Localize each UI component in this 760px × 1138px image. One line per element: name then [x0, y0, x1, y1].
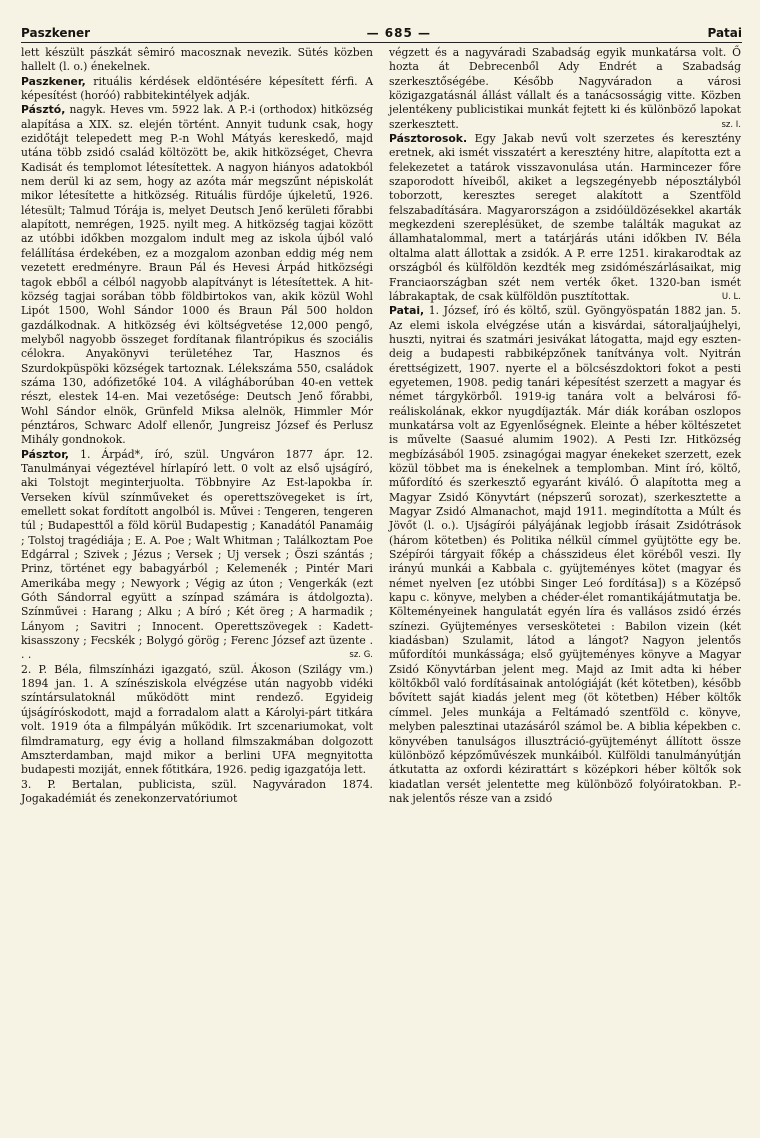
entry-continuation: [389, 46, 741, 132]
author-signature: sz. G.: [349, 650, 373, 661]
entry-text: Egy Jakab nevű volt szerzetes és keresztény eretnek, aki ismét visszatért a keresztény hitre, alapította ezt a felekezetet a tatárok visszavonulása után. Harmincezer főre szaporodott híveiből, akiket a legszegényebb néposztályból toborzott, keresztes sereget alakított a Szentföld felszabadítására. Magyarországon a zsidóüldözésekkel akarták megkezdeni szereplésüket, de szembe találták magukat az államhatalommal, mert a tatárjárás utáni időkben IV. Béla oltalma alatt állottak a zsidók. A P. erre 1251. kirakarodtak az országból és külföldön kezdték meg zsidómészárlásaikat, mig Franciaországban szét nem verték őket. 1320-ban ismét lábrakaptak, de csak külföldön pusztítottak.: [389, 132, 741, 303]
entry-text: 1. József, író és költő, szül. Gyöngyöspatán 1882 jan. 5. Az elemi iskola elvégzése után a kisvárdai, sátoraljaújhelyi, huszti, nyitrai és szatmári jesivákat látogatta, majd egy esztendeig a budapesti rabbiképzőnek tanítványa volt. Nyitrán érettségizett, 1907. nyerte el a bölcsészdoktori fokot a pesti egyetemen, 1908. pedig tanári képesítést szerzett a magyar és német tárgykörből. 1919-ig tanára volt a belvárosi főreáliskolának, ekkor nyugdíjazták. Már diák korában oszlopos munkatársa volt az Egyenlőségnek. Eleinte a héber költészetet is művelte (Saasué alumim 1902). A Pesti Izr. Hitközség megbízásából 1905. zsinagógai magyar énekeket szerzett, ezek közül többet ma is énekelnek a templomban. Mint író, költő, műfordító és szerkesztő egyaránt kiváló. Ő alapította meg a Magyar Zsidó Könyvtárt (népszerű sorozat), szerkesztette a Magyar Zsidó Almanachot, majd 1911. megindította a Múlt és Jövőt (l. o.). Ujságírói pályájának legjobb írásait Zsidótrások (három kötetben) és Politika nélkül címmel gyüjtötte egy be. Szépírói tárgyait főkép a chásszideus élet köréből veszi. Ily irányú munkái a Kabbala c. gyüjteményes kötet (magyar és német nyelven [ez utóbbi Singer Leó fordítása]) s a Középső kapu c. könyve, melyben a chéder-élet romantikájátmutatja be. Költeményeinek hangulatát egyén líra és vallásos zsidó érzés színezi. Gyüjteményes verseskötetei : Babilon vizein (két kiadásban) Szulamit, látod a lángot? Nagyon jelentős műfordítói munkássága; első gyüjteményes könyve a Magyar Zsidó Könyvtárban jelent meg. Majd az Imit adta ki héber költőkből való fordításainak antológiáját (két kötetben), később bővített saját kiadás jelent meg (öt kötetben) Héber költők címmel. Jeles munkája a Feltámadó szentföld c. könyve, melyben palesztinai utazásáról számol be. A biblia képekben c. könyvében tanulságos illusztráció-gyüjteményt állított össze különböző képzőművészek munkáiból. Külföldi tanulmányútján átkutatta az oxfordi kézirattárt s középkori héber költők sok kiadatlan versét jelentette meg különböző folyóiratokban. P.-nak jelentős része van a zsidó: [389, 304, 741, 805]
header-right-word: Patai: [707, 26, 742, 40]
entry-text: végzett és a nagyváradi Szabadság egyik munkatársa volt. Ő hozta át Debrecenből Ady Endrét a Szabadság szerkesztőségébe. Később Nagyváradon a városi közigazgatásnál állást vállalt és a tanácsosságig vitte. Közben jelentékeny publicistikai munkát fejtett ki és különböző lapokat szerkesztett.: [389, 46, 741, 131]
headword: Pásztorosok.: [389, 132, 468, 146]
author-signature: U. L.: [721, 291, 741, 302]
headword: Paszkener,: [21, 74, 86, 88]
headword: Pásztor,: [21, 447, 70, 461]
right-column: [389, 46, 741, 806]
entry-pasztor: [21, 448, 373, 663]
page-number: — 685 —: [366, 26, 431, 40]
header-left-word: Paszkener: [21, 26, 91, 40]
entry-text: nagyk. Heves vm. 5922 lak. A P.-i (orthodox) hitközség alapítása a XIX. sz. elején történt. Annyit tudunk csak, hogy ezidőtájt telepedett meg P.-n Wohl Mátyás kereskedő, majd utána több zsidó család költözött be, akik hitközséget, Chevra Kadisát és templomot létesítettek. A nagyon hiányos adatokból nem derül ki az sem, hogy az azóta már megszűnt népiskolát mikor létesítette a hitközség. Rituális fürdője újkeletű, 1926. létesült; Talmud Tórája is, melyet Deutsch Jenő kerületi főrabbi alapított, nemrégen, 1925. nyilt meg. A hitközség tagjai között az utóbbi időkben mozgalom indult meg az iskola újból való felállítása érdekében, ez a mozgalom azonban eddig még nem vezetett eredményre. Braun Pál és Hevesi Árpád hitközségi tagok ebből a célból nagyobb alapítványt is létesítettek. A hitközség tagjai sorában több földbirtokos van, akik közül Wohl Lipót 1500, Wohl Sándor 1000 és Braun Pál 500 holdon gazdálkodnak. A hitközség évi költségvetése 12,000 pengő, melyből nagyobb összeget fordítanak filantrópikus és szociális célokra. Anyakönyvi területéhez Tar, Hasznos és Szurdokpüspöki községek tartoznak. Lélekszáma 550, családok száma 130, adófizetőké 104. A világháborúban 40-en vettek részt, elestek 14-en. Mai vezetősége: Deutsch Jenő főrabbi, Wohl Sándor elnök, Grünfeld Miksa alelnök, Himmler Mór pénztáros, Schwarc Adolf ellenőr, Jungreisz József és Perlusz Mihály gondnokok.: [21, 103, 373, 447]
header-rule: [21, 42, 742, 43]
entry-text: rituális kérdések eldöntésére képesített férfi. A képesítést (horóó) rabbitekintélyek adják.: [21, 74, 373, 103]
entry-continuation: lett készült pászkát sêmiró macosznak nevezik. Sütés közben hallelt (l. o.) énekelnek.: [21, 46, 373, 74]
running-header: [21, 26, 742, 40]
headword: Patai,: [389, 304, 425, 318]
entry-patai: [389, 304, 741, 806]
two-column-body: [21, 46, 742, 806]
entry-text: 1. Árpád*, író, szül. Ungváron 1877 ápr. 12. Tanulmányai végeztével hírlapíró lett. 0 volt az első ujságíró, aki Tolstojt meginterjuolta. Többnyire Az Est-lapokba ír. Verseken kívül színműveket és operettszövegeket is írt, emellett sokat fordított angolból is. Művei : Tengeren, tengeren túl ; Budapesttől a föld körül Budapestig ; Kanadától Panamáig ; Tolstoj tragédiája ; E. A. Poe ; Walt Whitman ; Találkoztam Poe Edgárral ; Szivek ; Jézus ; Versek ; Uj versek ; Öszi szántás ; Prinz, történet egy babagyárból ; Kelemenék ; Pintér Mari Amerikába megy ; Newyork ; Végig az úton ; Vengerkák (ezt Góth Sándorral együtt a színpad számára is átdolgozta). Színművei : Harang ; Alku ; A bíró ; Két öreg ; A harmadik ; Lányom ; Savitri ; Innocent. Operettszövegek : Kadettkisasszony ; Fecskék ; Bolygó görög ; Ferenc József azt üzente . . .: [21, 447, 373, 662]
entry-paszkener: [21, 75, 373, 104]
left-column: [21, 46, 373, 806]
entry-pasztorosok: [389, 132, 741, 304]
author-signature: sz. I.: [721, 119, 741, 130]
headword: Pásztó,: [21, 103, 66, 117]
entry-pasztor-bela: 2. P. Béla, filmszínházi igazgató, szül. Ákoson (Szilágy vm.) 1894 jan. 1. A színésziskola elvégzése után nagyobb vidéki színtársulatoknál működött mint rendező. Egyideig újságíróskodott, majd a forradalom alatt a Károlyi-párt titkára volt. 1919 óta a filmpályán működik. Irt szcenariumokat, volt filmdramaturg, egy évig a holland filmszakmában dolgozott Amszterdamban, majd mikor a berlini UFA megnyitotta budapesti moziját, ennek főtitkára, 1926. pedig igazgatója lett.: [21, 662, 373, 777]
entry-paszto: [21, 103, 373, 447]
entry-pasztor-bertalan: 3. P. Bertalan, publicista, szül. Nagyváradon 1874. Jogakadémiát és zenekonzervatóriumot: [21, 777, 373, 805]
